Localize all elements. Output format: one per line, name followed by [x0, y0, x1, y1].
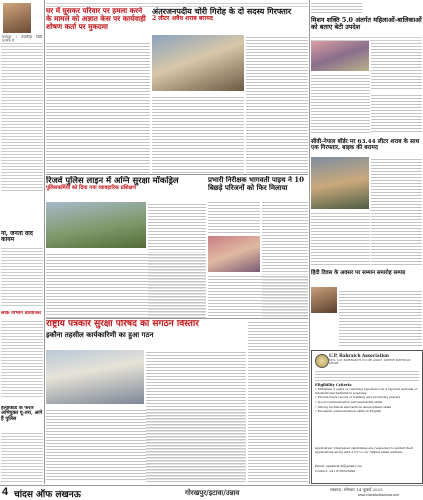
left-column: [1, 1, 43, 483]
ad-criteria-list: [315, 388, 418, 415]
ad-logo-icon: [315, 354, 329, 368]
story-3-headline: रिजर्व पुलिस लाइन में अग्नि सुरक्षा मॉकड्रिल: [46, 176, 179, 185]
ad-org-sub: M/S. U.P. BAHRAICH CO OP ASSN. UPPER KOHNGO SWAB: [329, 358, 411, 366]
left-snippet-1: कानपुर । राजकीय डिग्री कालेज में...: [2, 35, 42, 44]
ad-criteria-item: • Strong technical and tactical development skills: [315, 404, 392, 409]
story-4-headline: प्रभारी निरीक्षक भागवती पाइथ ने 10 बिछड़े परिजनों को फिर मिलाया: [208, 176, 305, 192]
story-2: [152, 7, 308, 175]
story-1: [46, 7, 150, 175]
story-5-photo: [46, 350, 144, 404]
right-headline-3: सीवी-नेपाल बॉर्डर पर 63.44 लीटर शराब के साथ एक गिरफ्तार, बाइक की बरामद: [311, 139, 420, 152]
right-photo-2: [311, 157, 369, 209]
ad-org-name: U.P. Bahraich Association: [329, 353, 389, 358]
site-url: www.chandsoflucknow.com: [358, 493, 400, 497]
story-3-photo: [46, 202, 146, 248]
left-headline-bottom: हत्याकांड के फरार अभियुक्त यू-तरा, आगे हैं पुलिस: [1, 406, 43, 422]
story-3: [46, 176, 206, 318]
story-2-subhead: 2 लीटर अवैध शराब बरामद: [152, 15, 213, 23]
ad-email: Email: upbahraich@gmail.com: [315, 464, 362, 468]
story-1-headline: घर में घुसकर परिवार पर हमला करने के मामले को अज्ञात केस पर कार्यवाही शोषण कर्ता पर मुकदमा: [46, 7, 146, 31]
story-2-headline: अंतरजनपदीय चोरी गिरोह के दो सदस्य गिरफ्तार: [152, 7, 292, 16]
left-column-photo: [3, 3, 31, 33]
left-headline-low1: लोक विभाग प्रायोजित: [1, 311, 41, 316]
left-headline-mid: ना, जनता वाद कायम: [1, 231, 33, 244]
footer-bar: [0, 485, 423, 500]
story-5: [46, 320, 246, 482]
story-2-photo: [152, 35, 244, 91]
paper-name: चांदस ऑफ लखनऊ: [14, 490, 81, 500]
ad-contact: Contact: +91 9795325999: [315, 469, 356, 473]
page-number: 4: [2, 486, 9, 498]
ad-criteria-item: • Minimum 2 years of coaching experience in a reputed national or international badminton academy.: [315, 387, 418, 395]
ad-application: Application: Interested candidates are requested to submit their applications along with a CV to our official email address.: [315, 446, 414, 454]
story-5-side: [248, 320, 308, 482]
ad-criteria-title: Eligibility Criteria: [315, 383, 352, 387]
edition-name: गोरखपुर/इटावा/उन्नाव: [185, 488, 240, 497]
right-photo-1: [311, 41, 369, 71]
right-headline-1: मिशन शक्ति 5.0 अंतर्गत महिलाओं-बालिकाओं को बताए बेटी उपदेश: [311, 16, 422, 31]
ad-criteria-item: • Excellent communication skills in English: [315, 409, 382, 414]
right-photo-3: [311, 287, 337, 313]
issue-date: लखनऊ, सोमवार 14 जुलाई 2025: [330, 487, 383, 492]
right-headline-5: हिंदी दिवस के अवसर पर सम्मान समारोह सम्पन्न: [311, 270, 406, 276]
story-5-subhead: इकौना तहसील कार्यकारिणी का हुआ गठन: [46, 330, 154, 340]
story-3-subhead: पुलिसकर्मियों को दिया गया व्यावहारिक प्रशिक्षण: [46, 184, 137, 191]
story-5-headline: राष्ट्रीय पत्रकार सुरक्षा परिषद का संगठन विस्तार: [46, 320, 199, 329]
story-4-photo: [208, 236, 260, 272]
story-4: [208, 176, 308, 318]
ad-criteria-item: • Good communication and leadership skills: [315, 399, 383, 404]
job-ad-box: [311, 350, 423, 484]
ad-criteria-item: • Proven track record of training and producing players: [315, 395, 401, 400]
